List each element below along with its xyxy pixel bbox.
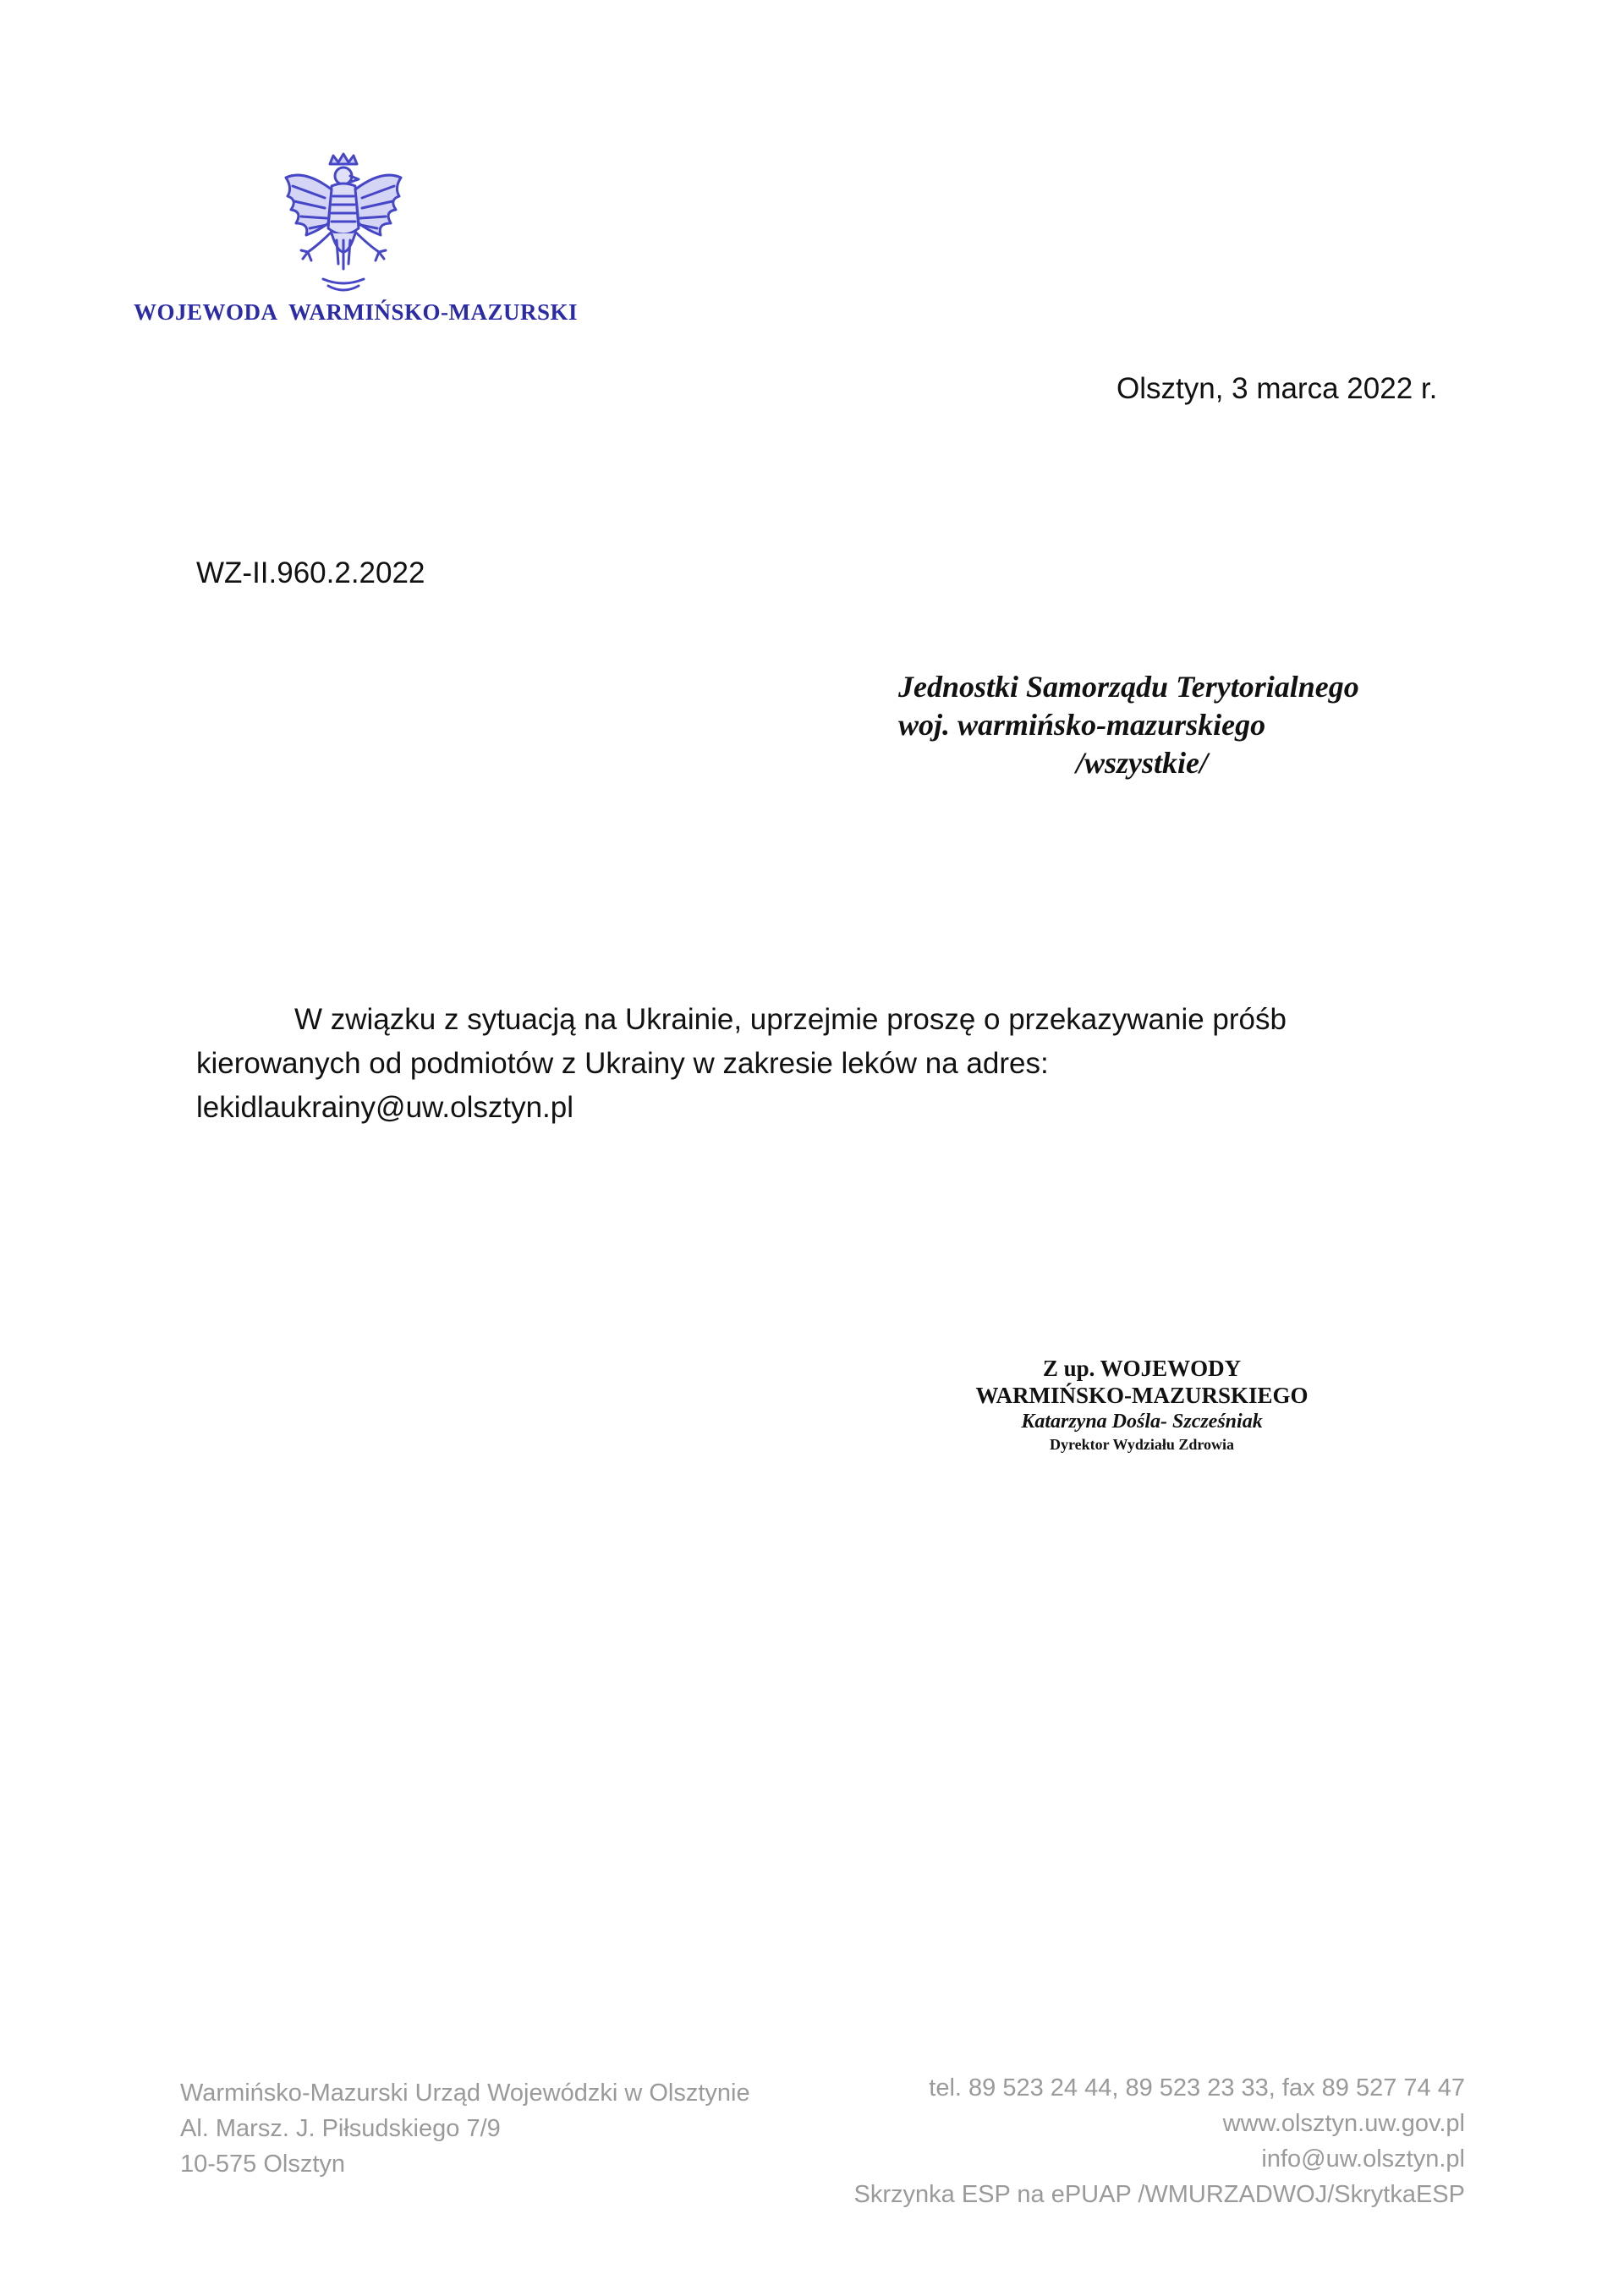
signatory-position: Dyrektor Wydziału Zdrowia [1049, 1436, 1235, 1453]
contact-email: lekidlaukrainy@uw.olsztyn.pl [196, 1091, 574, 1124]
signature-line-1: Z up. WOJEWODY [1042, 1356, 1242, 1381]
footer-epuap: Skrzynka ESP na ePUAP /WMURZADWOJ/SkrytkaESP [853, 2181, 1465, 2208]
recipient-line-3: /wszystkie/ [1076, 746, 1209, 780]
letter-date: Olsztyn, 3 marca 2022 r. [1116, 372, 1438, 405]
body-line-1: W związku z sytuacją na Ukrainie, uprzejmie proszę o przekazywanie próśb [294, 1003, 1287, 1036]
reference-number: WZ-II.960.2.2022 [196, 556, 425, 589]
signature-line-2: WARMIŃSKO-MAZURSKIEGO [975, 1383, 1309, 1408]
footer-address [180, 2075, 750, 2182]
footer-email: info@uw.olsztyn.pl [1261, 2145, 1465, 2173]
signature-block [905, 1355, 1379, 1455]
footer-website: www.olsztyn.uw.gov.pl [1222, 2110, 1465, 2137]
footer-phone: tel. 89 523 24 44, 89 523 23 33, fax 89 527 74 47 [929, 2074, 1465, 2101]
footer-city: 10-575 Olsztyn [180, 2151, 346, 2178]
body-line-2: kierowanych od podmiotów z Ukrainy w zakresie leków na adres: [196, 1047, 1049, 1080]
recipient-line-1: Jednostki Samorządu Terytorialnego [898, 670, 1359, 704]
recipient-block [898, 668, 1359, 782]
signatory-name: Katarzyna Dośla- Szcześniak [1021, 1411, 1263, 1433]
polish-eagle-emblem-icon [279, 152, 408, 298]
letter-body [196, 998, 1465, 1130]
institution-name: WOJEWODA WARMIŃSKO-MAZURSKI [134, 299, 579, 325]
recipient-line-2: woj. warmińsko-mazurskiego [898, 708, 1266, 742]
footer-office-name: Warmińsko-Mazurski Urząd Wojewódzki w Olsztynie [180, 2080, 750, 2107]
footer-contacts [854, 2070, 1466, 2212]
footer-street: Al. Marsz. J. Piłsudskiego 7/9 [180, 2115, 501, 2142]
